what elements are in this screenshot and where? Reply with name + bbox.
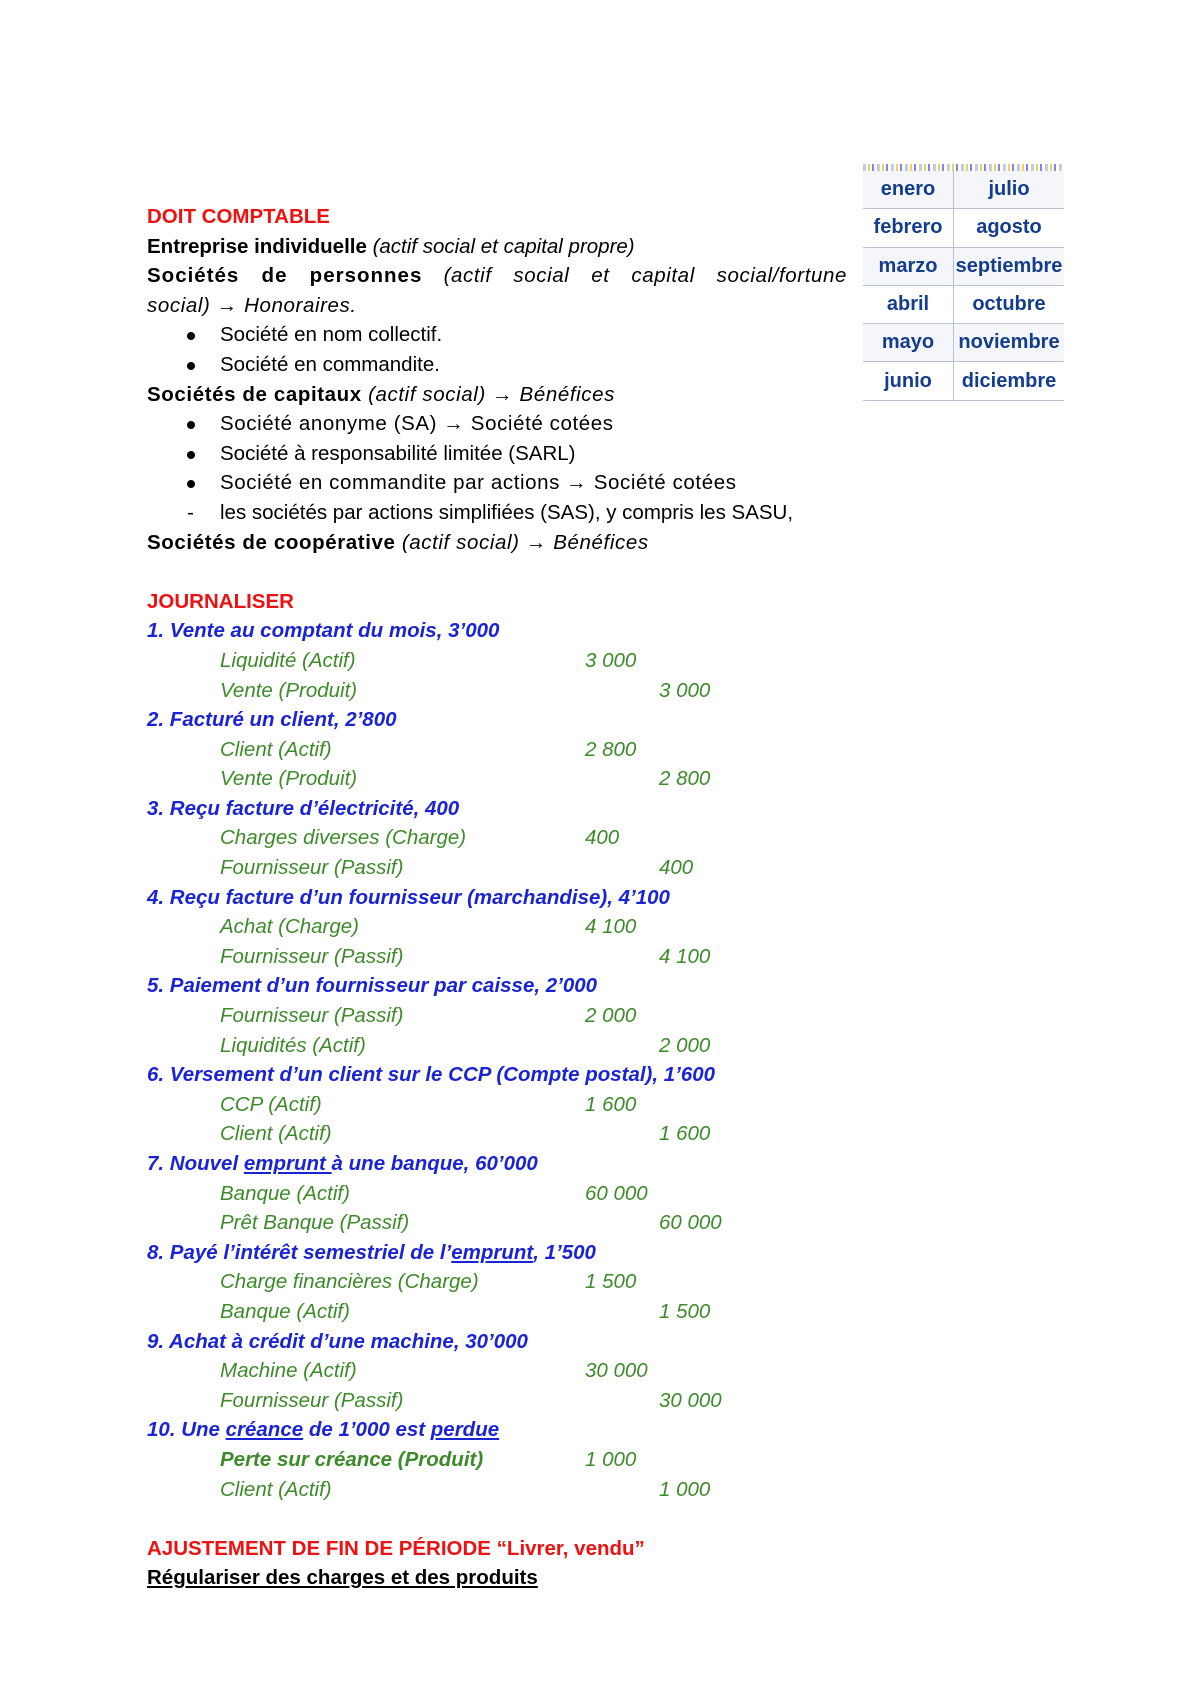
spacer xyxy=(147,557,847,587)
month-cell: abril xyxy=(863,285,954,323)
entry-title-part: 10. Une xyxy=(147,1418,226,1442)
section-heading-journal: JOURNALISER xyxy=(147,589,294,613)
months-table xyxy=(863,171,1064,401)
credit-amount: 3 000 xyxy=(659,678,711,702)
list-item-text: Société à responsabilité limitée (SARL) xyxy=(220,441,576,465)
journal-entry-title: 9. Achat à crédit d’une machine, 30’000 xyxy=(147,1329,528,1353)
month-cell: febrero xyxy=(863,209,954,247)
journal-line xyxy=(147,1267,847,1297)
bullet-icon xyxy=(187,332,195,340)
journal-line xyxy=(147,764,847,794)
journal-entry-title: 2. Facturé un client, 2’800 xyxy=(147,708,397,732)
credit-amount: 2 800 xyxy=(659,767,711,791)
perdue-link: perdue xyxy=(430,1418,500,1442)
journal-entry-title xyxy=(147,1415,847,1445)
list-item xyxy=(147,498,847,528)
account-name: Charge financières (Charge) xyxy=(220,1270,479,1294)
journal-line xyxy=(147,1445,847,1475)
journal-line xyxy=(147,1179,847,1209)
month-cell: septiembre xyxy=(954,247,1065,285)
journal-entry-title xyxy=(147,1149,847,1179)
debit-amount: 1 600 xyxy=(585,1092,637,1116)
journal-line xyxy=(147,735,847,765)
list-item xyxy=(147,350,847,380)
account-name: Machine (Actif) xyxy=(220,1359,357,1383)
credit-amount: 1 000 xyxy=(659,1477,711,1501)
document-body xyxy=(147,202,847,1593)
month-cell: noviembre xyxy=(954,324,1065,362)
journal-line xyxy=(147,1208,847,1238)
months-row xyxy=(863,247,1064,285)
journal-entry-title: 1. Vente au comptant du mois, 3’000 xyxy=(147,619,500,643)
account-name: Charges diverses (Charge) xyxy=(220,826,467,850)
account-name: Prêt Banque (Passif) xyxy=(220,1211,410,1235)
credit-amount: 400 xyxy=(659,856,694,880)
months-table-image xyxy=(863,164,1064,395)
bullet-icon xyxy=(187,451,195,459)
societes-personnes-note: (actif social et capital social/fortune xyxy=(443,264,847,288)
entreprise-individuelle-label: Entreprise individuelle xyxy=(147,234,367,258)
credit-amount: 2 000 xyxy=(659,1033,711,1057)
list-item-text: Société anonyme (SA) → Société cotées xyxy=(220,412,614,436)
societes-cooperative-line xyxy=(147,528,847,558)
journal-line xyxy=(147,1119,847,1149)
journal-line xyxy=(147,823,847,853)
account-name: Liquidités (Actif) xyxy=(220,1033,366,1057)
journal-entry-title xyxy=(147,1238,847,1268)
dash-icon: - xyxy=(187,500,194,524)
journal-entry-title: 3. Reçu facture d’électricité, 400 xyxy=(147,796,460,820)
debit-amount: 400 xyxy=(585,826,620,850)
subheading-regulariser: Régulariser des charges et des produits xyxy=(147,1566,538,1590)
societes-capitaux-label: Sociétés de capitaux xyxy=(147,382,362,406)
months-row xyxy=(863,362,1064,400)
debit-amount: 2 800 xyxy=(585,737,637,761)
credit-amount: 60 000 xyxy=(659,1211,722,1235)
month-cell: enero xyxy=(863,171,954,209)
societes-personnes-note-cont: social) → Honoraires. xyxy=(147,293,357,317)
month-cell: junio xyxy=(863,362,954,400)
credit-amount: 1 500 xyxy=(659,1299,711,1323)
journal-line xyxy=(147,676,847,706)
account-name: Fournisseur (Passif) xyxy=(220,1388,404,1412)
section-heading-ajustement: AJUSTEMENT DE FIN DE PÉRIODE “Livrer, vendu” xyxy=(147,1536,645,1560)
account-name: Vente (Produit) xyxy=(220,767,358,791)
month-cell: octubre xyxy=(954,285,1065,323)
credit-amount: 30 000 xyxy=(659,1388,722,1412)
journal-line xyxy=(147,1031,847,1061)
journal-line xyxy=(147,853,847,883)
journal-line xyxy=(147,1297,847,1327)
journal-line xyxy=(147,1475,847,1505)
societes-capitaux-line xyxy=(147,380,847,410)
entry-title-part: , 1’500 xyxy=(533,1240,596,1264)
debit-amount: 30 000 xyxy=(585,1359,648,1383)
account-name: Client (Actif) xyxy=(220,737,332,761)
list-item xyxy=(147,468,847,498)
list-item-text: Société en commandite. xyxy=(220,352,440,376)
account-name: Banque (Actif) xyxy=(220,1299,350,1323)
month-cell: agosto xyxy=(954,209,1065,247)
month-cell: mayo xyxy=(863,324,954,362)
journal-line xyxy=(147,912,847,942)
debit-amount: 3 000 xyxy=(585,648,637,672)
entry-title-part: de 1’000 est xyxy=(303,1418,431,1442)
credit-amount: 4 100 xyxy=(659,944,711,968)
journal-entry-title: 5. Paiement d’un fournisseur par caisse, 2’000 xyxy=(147,974,598,998)
months-row xyxy=(863,171,1064,209)
account-name: Fournisseur (Passif) xyxy=(220,856,404,880)
emprunt-link: emprunt xyxy=(451,1240,534,1264)
month-cell: marzo xyxy=(863,247,954,285)
account-name: Achat (Charge) xyxy=(220,915,360,939)
account-name: Fournisseur (Passif) xyxy=(220,1004,404,1028)
societes-cooperative-note: (actif social) → Bénéfices xyxy=(401,530,649,554)
journal-line xyxy=(147,942,847,972)
journal-line xyxy=(147,646,847,676)
months-row xyxy=(863,285,1064,323)
journal-line xyxy=(147,1001,847,1031)
account-name: Banque (Actif) xyxy=(220,1181,350,1205)
debit-amount: 2 000 xyxy=(585,1004,637,1028)
month-cell: julio xyxy=(954,171,1065,209)
societes-capitaux-note: (actif social) → Bénéfices xyxy=(368,382,615,406)
account-name: Perte sur créance (Produit) xyxy=(220,1447,484,1471)
bullet-icon xyxy=(187,421,195,429)
account-name: Fournisseur (Passif) xyxy=(220,944,404,968)
journal-entry-title: 6. Versement d’un client sur le CCP (Compte postal), 1’600 xyxy=(147,1063,716,1087)
account-name: CCP (Actif) xyxy=(220,1092,322,1116)
journal-line xyxy=(147,1090,847,1120)
account-name: Liquidité (Actif) xyxy=(220,648,356,672)
spacer xyxy=(147,1504,847,1534)
debit-amount: 4 100 xyxy=(585,915,637,939)
emprunt-link: emprunt xyxy=(243,1152,332,1175)
list-item xyxy=(147,409,847,439)
debit-amount: 1 000 xyxy=(585,1447,637,1471)
credit-amount: 1 600 xyxy=(659,1122,711,1146)
account-name: Client (Actif) xyxy=(220,1477,332,1501)
months-row xyxy=(863,209,1064,247)
journal-line xyxy=(147,1356,847,1386)
list-item-text: les sociétés par actions simplifiées (SAS), y compris les SASU, xyxy=(220,500,794,524)
societes-cooperative-label: Sociétés de coopérative xyxy=(147,530,396,554)
list-item-text: Société en nom collectif. xyxy=(220,323,443,347)
journal-line xyxy=(147,1386,847,1416)
entry-title-part: 8. Payé l’intérêt semestriel de l’ xyxy=(147,1240,452,1264)
debit-amount: 60 000 xyxy=(585,1181,648,1205)
bullet-icon xyxy=(187,480,195,488)
bullet-icon xyxy=(187,362,195,370)
month-cell: diciembre xyxy=(954,362,1065,400)
account-name: Client (Actif) xyxy=(220,1122,332,1146)
list-item xyxy=(147,320,847,350)
months-row xyxy=(863,324,1064,362)
societes-personnes-line xyxy=(147,261,847,291)
entry-title-part: 7. Nouvel xyxy=(147,1152,244,1175)
entreprise-individuelle-note: (actif social et capital propre) xyxy=(372,234,635,258)
list-item xyxy=(147,439,847,469)
societes-personnes-label: Sociétés de personnes xyxy=(147,264,423,288)
list-item-text: Société en commandite par actions → Société cotées xyxy=(220,471,737,495)
creance-link: créance xyxy=(225,1418,304,1442)
months-table-top-strip xyxy=(863,164,1064,171)
section-heading-doit: DOIT COMPTABLE xyxy=(147,205,330,228)
account-name: Vente (Produit) xyxy=(220,678,358,702)
journal-entry-title: 4. Reçu facture d’un fournisseur (marchandise), 4’100 xyxy=(147,885,670,909)
debit-amount: 1 500 xyxy=(585,1270,637,1294)
entry-title-part: à une banque, 60’000 xyxy=(331,1152,538,1175)
entreprise-individuelle-line xyxy=(147,232,847,262)
